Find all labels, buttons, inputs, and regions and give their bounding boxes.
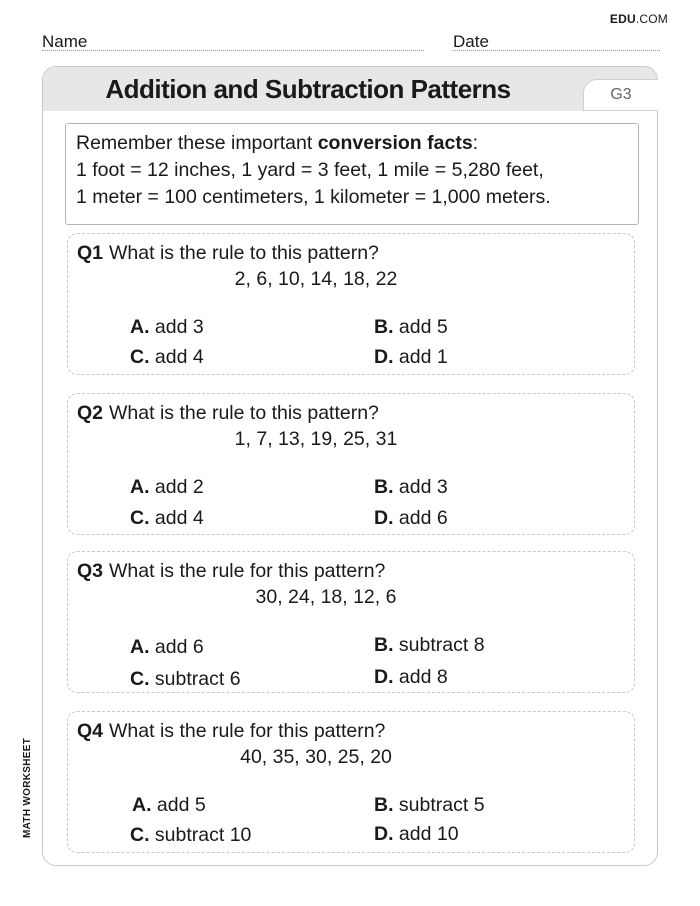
- question-1-header: [77, 242, 379, 265]
- question-3-header: [77, 560, 385, 583]
- date-label: Date: [453, 32, 489, 51]
- question-sequence: 2, 6, 10, 14, 18, 22: [234, 268, 398, 290]
- question-sequence: 1, 7, 13, 19, 25, 31: [234, 428, 398, 450]
- option-d[interactable]: D. add 8: [374, 666, 448, 688]
- grade-badge: G3: [583, 79, 658, 111]
- option-b[interactable]: B. subtract 5: [374, 794, 485, 816]
- question-number: Q2: [77, 402, 104, 424]
- name-field[interactable]: [42, 50, 424, 51]
- question-prompt: What is the rule for this pattern?: [109, 560, 386, 582]
- question-sequence: 40, 35, 30, 25, 20: [240, 746, 392, 768]
- question-number: Q4: [77, 720, 104, 742]
- question-prompt: What is the rule for this pattern?: [109, 720, 386, 742]
- question-sequence: 30, 24, 18, 12, 6: [255, 586, 397, 608]
- worksheet-title: Addition and Subtraction Patterns: [105, 74, 511, 104]
- brand-thin: .COM: [635, 12, 668, 26]
- question-3: [67, 551, 635, 693]
- worksheet-card: [42, 66, 658, 866]
- conversion-facts-box: [65, 123, 639, 225]
- option-a[interactable]: A. add 6: [130, 636, 204, 658]
- date-field[interactable]: [453, 50, 660, 51]
- question-prompt: What is the rule to this pattern?: [109, 402, 379, 424]
- brand-logo: [610, 12, 668, 26]
- question-prompt: What is the rule to this pattern?: [109, 242, 379, 264]
- facts-intro: Remember these important: [76, 132, 318, 154]
- facts-line-3: 1 meter = 100 centimeters, 1 kilometer = 1,000 meters.: [76, 186, 551, 208]
- option-d[interactable]: D. add 1: [374, 346, 448, 368]
- facts-line-1: [76, 130, 628, 157]
- title-bar: [43, 67, 657, 111]
- option-a[interactable]: A. add 3: [130, 316, 204, 338]
- brand-bold: EDU: [609, 12, 636, 26]
- name-date-row: [42, 30, 660, 54]
- option-a[interactable]: A. add 5: [132, 794, 206, 816]
- option-c[interactable]: C. subtract 10: [130, 824, 252, 846]
- question-4-header: [77, 720, 385, 743]
- option-c[interactable]: C. subtract 6: [130, 668, 241, 690]
- question-1: [67, 233, 635, 375]
- option-d[interactable]: D. add 10: [374, 823, 459, 845]
- facts-colon: :: [472, 132, 479, 154]
- option-c[interactable]: C. add 4: [130, 346, 204, 368]
- question-4: [67, 711, 635, 853]
- option-b[interactable]: B. subtract 8: [374, 634, 485, 656]
- facts-bold: conversion facts: [317, 132, 473, 154]
- name-label: Name: [42, 32, 88, 51]
- question-2-header: [77, 402, 379, 425]
- option-a[interactable]: A. add 2: [130, 476, 204, 498]
- side-label: MATH WORKSHEET: [22, 737, 33, 838]
- question-number: Q3: [77, 560, 104, 582]
- option-b[interactable]: B. add 3: [374, 476, 448, 498]
- option-b[interactable]: B. add 5: [374, 316, 448, 338]
- option-c[interactable]: C. add 4: [130, 507, 204, 529]
- question-2: [67, 393, 635, 535]
- option-d[interactable]: D. add 6: [374, 507, 448, 529]
- question-number: Q1: [77, 242, 104, 264]
- facts-line-2: 1 foot = 12 inches, 1 yard = 3 feet, 1 mile = 5,280 feet,: [76, 159, 544, 181]
